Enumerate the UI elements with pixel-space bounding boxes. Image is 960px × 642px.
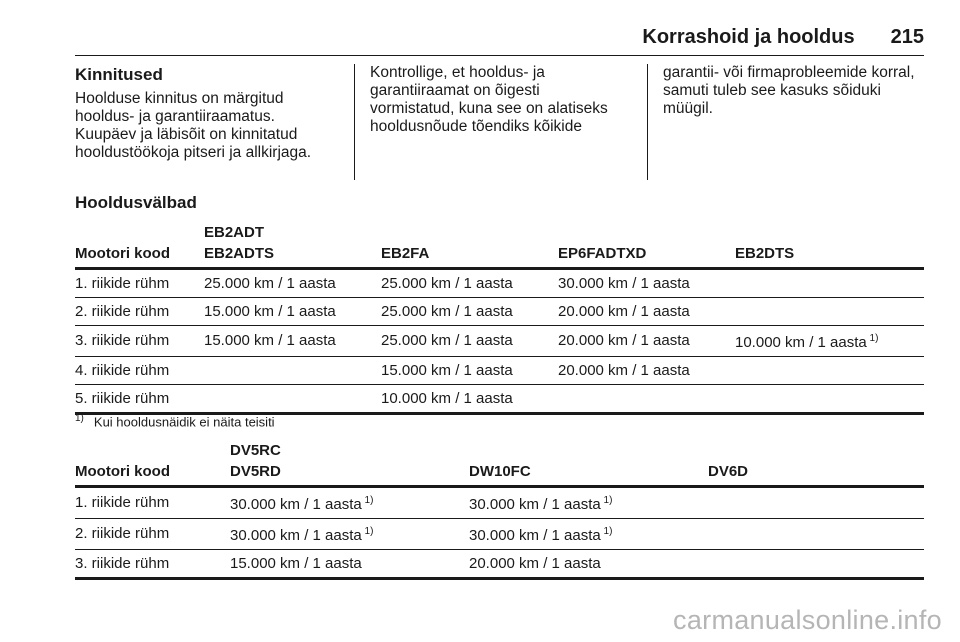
header-divider bbox=[75, 55, 924, 56]
cell-value: 15.000 km / 1 aasta bbox=[204, 302, 336, 320]
footnote-text: Kui hooldusnäidik ei näita teisiti bbox=[93, 414, 275, 430]
service-interval-table-1 bbox=[75, 222, 924, 415]
column-header-label: EB2DTS bbox=[735, 245, 795, 262]
table-header-row bbox=[75, 222, 924, 269]
interval-cell bbox=[735, 269, 924, 298]
intro-column-1 bbox=[75, 64, 337, 162]
row-label-cell bbox=[75, 385, 204, 414]
service-interval-table-2 bbox=[75, 440, 924, 580]
column-header bbox=[381, 222, 558, 269]
column-header-label: DV6D bbox=[708, 463, 749, 480]
table-row bbox=[75, 487, 924, 519]
interval-cell bbox=[735, 326, 924, 357]
interval-cell bbox=[708, 550, 924, 579]
cell-value: 30.000 km / 1 aasta bbox=[230, 496, 362, 513]
column-header-label: DW10FC bbox=[469, 463, 531, 480]
footnote bbox=[75, 413, 275, 429]
interval-cell bbox=[204, 298, 381, 326]
intro-paragraph-2: Kontrollige, et hooldus- ja garantiiraamat on õigesti vormistatud, kuna see on alatiseks hooldusnõude tõendiks kõikide bbox=[370, 64, 608, 135]
interval-cell bbox=[469, 487, 708, 519]
cell-value: 20.000 km / 1 aasta bbox=[469, 554, 601, 572]
cell-value: 1. riikide rühm bbox=[75, 274, 170, 292]
column-header bbox=[735, 222, 924, 269]
footnote-reference: 1) bbox=[600, 526, 613, 537]
footnote-reference: 1) bbox=[600, 495, 613, 506]
page-header bbox=[642, 26, 924, 49]
column-header bbox=[469, 440, 708, 487]
column-header bbox=[708, 440, 924, 487]
interval-cell bbox=[558, 385, 735, 414]
interval-cell bbox=[204, 326, 381, 357]
table-row bbox=[75, 357, 924, 385]
interval-cell bbox=[735, 298, 924, 326]
column-header bbox=[230, 440, 469, 487]
column-header-label: Mootori kood bbox=[75, 245, 170, 262]
cell-value: 20.000 km / 1 aasta bbox=[558, 361, 690, 379]
cell-value: 2. riikide rühm bbox=[75, 525, 170, 542]
interval-cell bbox=[381, 269, 558, 298]
footnote-reference: 1) bbox=[361, 495, 374, 506]
cell-value: 25.000 km / 1 aasta bbox=[381, 332, 513, 349]
table-row bbox=[75, 550, 924, 579]
row-label-cell bbox=[75, 550, 230, 579]
cell-value: 20.000 km / 1 aasta bbox=[558, 332, 690, 349]
column-header-label: DV5RC bbox=[230, 442, 281, 459]
interval-cell bbox=[230, 550, 469, 579]
footnote-reference: 1) bbox=[361, 526, 374, 537]
interval-cell bbox=[558, 326, 735, 357]
interval-cell bbox=[469, 519, 708, 550]
interval-cell bbox=[381, 357, 558, 385]
interval-cell bbox=[381, 326, 558, 357]
cell-value: 15.000 km / 1 aasta bbox=[204, 332, 336, 349]
cell-value: 25.000 km / 1 aasta bbox=[204, 274, 336, 292]
cell-value: 3. riikide rühm bbox=[75, 332, 170, 349]
interval-cell bbox=[381, 298, 558, 326]
interval-cell bbox=[230, 487, 469, 519]
interval-cell bbox=[735, 385, 924, 414]
cell-value: 5. riikide rühm bbox=[75, 389, 170, 407]
cell-value: 3. riikide rühm bbox=[75, 554, 170, 572]
column-divider bbox=[354, 64, 355, 180]
cell-value: 1. riikide rühm bbox=[75, 494, 170, 511]
column-header-label: Mootori kood bbox=[75, 463, 170, 480]
column-header-label: EP6FADTXD bbox=[558, 245, 647, 262]
interval-cell bbox=[381, 385, 558, 414]
page-number: 215 bbox=[890, 26, 924, 48]
column-header bbox=[558, 222, 735, 269]
cell-value: 20.000 km / 1 aasta bbox=[558, 302, 690, 320]
cell-value: 10.000 km / 1 aasta bbox=[735, 334, 867, 351]
cell-value: 15.000 km / 1 aasta bbox=[230, 554, 362, 572]
intro-column-2 bbox=[370, 64, 632, 136]
cell-value: 30.000 km / 1 aasta bbox=[469, 496, 601, 513]
row-label-cell bbox=[75, 298, 204, 326]
table-header-row bbox=[75, 440, 924, 487]
interval-cell bbox=[708, 519, 924, 550]
footnote-marker: 1) bbox=[75, 413, 84, 424]
column-header-label: EB2ADTS bbox=[204, 245, 275, 262]
interval-cell bbox=[469, 550, 708, 579]
row-label-cell bbox=[75, 357, 204, 385]
cell-value: 4. riikide rühm bbox=[75, 361, 170, 379]
cell-value: 2. riikide rühm bbox=[75, 302, 170, 320]
column-header bbox=[75, 440, 230, 487]
column-header-label: EB2ADT bbox=[204, 224, 265, 241]
row-label-cell bbox=[75, 519, 230, 550]
watermark: carmanualsonline.info bbox=[673, 605, 942, 635]
intro-column-3 bbox=[663, 64, 933, 118]
cell-value: 15.000 km / 1 aasta bbox=[381, 361, 513, 379]
column-header bbox=[75, 222, 204, 269]
interval-cell bbox=[204, 269, 381, 298]
table-row bbox=[75, 269, 924, 298]
column-divider bbox=[647, 64, 648, 180]
interval-cell bbox=[230, 519, 469, 550]
table-row bbox=[75, 326, 924, 357]
row-label-cell bbox=[75, 487, 230, 519]
interval-cell bbox=[735, 357, 924, 385]
table-row bbox=[75, 519, 924, 550]
intro-paragraph-1: Hoolduse kinnitus on märgitud hooldus- ja garantiiraamatus. Kuupäev ja läbisõit on kinnitatud hooldustöökoja pitseri ja allkirjaga. bbox=[75, 90, 312, 161]
row-label-cell bbox=[75, 269, 204, 298]
interval-cell bbox=[558, 357, 735, 385]
interval-cell bbox=[558, 269, 735, 298]
cell-value: 25.000 km / 1 aasta bbox=[381, 274, 513, 292]
section-title: Hooldusvälbad bbox=[75, 193, 197, 212]
interval-cell bbox=[708, 487, 924, 519]
interval-cell bbox=[204, 385, 381, 414]
cell-value: 30.000 km / 1 aasta bbox=[469, 527, 601, 544]
footnote-reference: 1) bbox=[866, 333, 879, 344]
cell-value: 30.000 km / 1 aasta bbox=[558, 274, 690, 292]
cell-value: 25.000 km / 1 aasta bbox=[381, 302, 513, 320]
cell-value: 10.000 km / 1 aasta bbox=[381, 389, 513, 407]
intro-heading: Kinnitused bbox=[75, 65, 163, 84]
page-header-title: Korrashoid ja hooldus bbox=[642, 26, 855, 48]
table-row bbox=[75, 385, 924, 414]
table-row bbox=[75, 298, 924, 326]
column-header-label: EB2FA bbox=[381, 245, 430, 262]
cell-value: 30.000 km / 1 aasta bbox=[230, 527, 362, 544]
intro-paragraph-3: garantii- või firmaprobleemide korral, samuti tuleb see kasuks sõiduki müügil. bbox=[663, 64, 915, 117]
interval-cell bbox=[558, 298, 735, 326]
column-header-label: DV5RD bbox=[230, 463, 281, 480]
column-header bbox=[204, 222, 381, 269]
row-label-cell bbox=[75, 326, 204, 357]
interval-cell bbox=[204, 357, 381, 385]
